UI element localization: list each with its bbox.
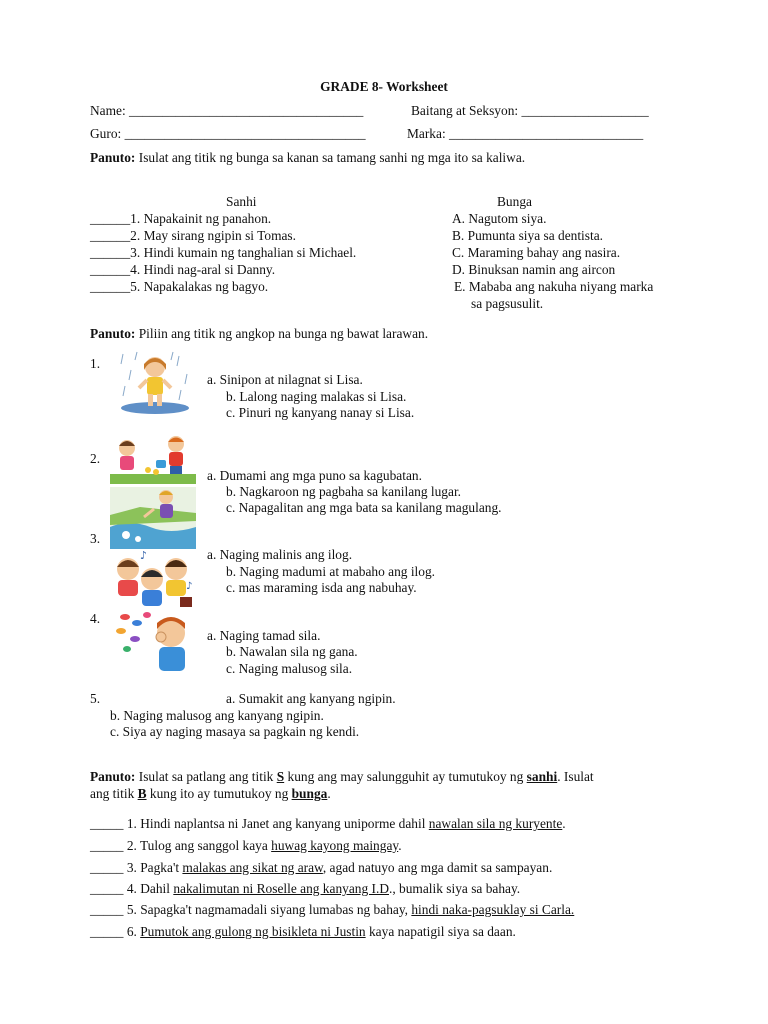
svg-text:♪: ♪ <box>186 581 193 592</box>
worksheet-title: GRADE 8- Worksheet <box>320 79 448 94</box>
instruction-text: Isulat ang titik ng bunga sa kanan sa tamang sanhi ng mga ito sa kaliwa. <box>135 150 526 165</box>
underlined-phrase: huwag kayong maingay <box>271 838 399 853</box>
score-field[interactable]: Marka: _____________________________ <box>407 126 644 141</box>
sentence-item <box>90 838 402 854</box>
part3-instruction-line2 <box>90 786 331 802</box>
sentence-item <box>90 924 516 940</box>
instruction-text: . Isulat <box>557 769 594 784</box>
cause-item: ______2. May sirang ngipin si Tomas. <box>90 228 296 243</box>
name-field[interactable]: Name: ___________________________________ <box>90 103 364 118</box>
effect-item: E. Mababa ang nakuha niyang marka <box>454 279 654 294</box>
instruction-text: kung ang may salungguhit ay tumutukoy ng <box>284 769 527 784</box>
instruction-label: Panuto: <box>90 150 136 165</box>
choice-a: a. Naging malinis ang ilog. <box>207 547 353 562</box>
item-number: 5. <box>90 691 101 706</box>
letter-s: S <box>276 769 285 784</box>
cause-item: ______4. Hindi nag-aral si Danny. <box>90 262 276 277</box>
choice-c: c. Pinuri ng kanyang nanay si Lisa. <box>226 405 415 420</box>
choice-a: a. Naging tamad sila. <box>207 628 321 643</box>
children-planting-picture <box>110 434 196 484</box>
underlined-phrase: Pumutok ang gulong ng bisikleta ni Justin <box>140 924 366 939</box>
choice-c: c. mas maraming isda ang nabuhay. <box>226 580 417 595</box>
choice-c: c. Siya ay naging masaya sa pagkain ng kendi. <box>110 724 360 739</box>
children-music-picture <box>110 549 196 609</box>
item-number: 3. <box>90 531 101 546</box>
underlined-phrase: malakas ang sikat ng araw <box>182 860 323 875</box>
choice-b: b. Nawalan sila ng gana. <box>226 644 358 659</box>
girl-in-rain-picture <box>117 350 193 416</box>
sentence-item <box>90 860 552 876</box>
underlined-phrase: nawalan sila ng kuryente <box>428 816 563 831</box>
sentence-item <box>90 816 566 832</box>
sentence-item <box>90 902 574 918</box>
instruction-text: Isulat sa patlang ang titik <box>135 769 277 784</box>
item-number: 4. <box>90 611 101 626</box>
instruction-text: . <box>327 786 331 801</box>
sentence-text: , agad natuyo ang mga damit sa sampayan. <box>322 860 553 875</box>
choice-a: a. Sumakit ang kanyang ngipin. <box>226 691 396 706</box>
choice-a: a. Dumami ang mga puno sa kagubatan. <box>207 468 422 483</box>
part3-instruction-line1 <box>90 769 594 785</box>
sentence-text: _____ 5. Sapagka't nagmamadali siyang lumabas ng bahay, <box>90 902 412 917</box>
choice-a: a. Sinipon at nilagnat si Lisa. <box>207 372 363 387</box>
choice-c: c. Naging malusog sila. <box>226 661 353 676</box>
effect-item: A. Nagutom siya. <box>452 211 547 226</box>
candy-toothache-picture <box>113 609 195 671</box>
choice-b: b. Nagkaroon ng pagbaha sa kanilang lugar. <box>226 484 462 499</box>
letter-b: B <box>137 786 147 801</box>
part1-instruction <box>90 150 525 166</box>
part2-instruction <box>90 326 428 342</box>
instruction-text: Piliin ang titik ng angkop na bunga ng bawat larawan. <box>135 326 429 341</box>
instruction-label: Panuto: <box>90 326 136 341</box>
effect-item: D. Binuksan namin ang aircon <box>452 262 616 277</box>
sentence-text: _____ 1. Hindi naplantsa ni Janet ang kanyang uniporme dahil <box>90 816 429 831</box>
effect-item: C. Maraming bahay ang nasira. <box>452 245 621 260</box>
cause-item: ______5. Napakalakas ng bagyo. <box>90 279 269 294</box>
item-number: 1. <box>90 356 101 371</box>
sentence-text: . <box>398 838 402 853</box>
choice-c: c. Napagalitan ang mga bata sa kanilang magulang. <box>226 500 502 515</box>
choice-b: b. Naging malusog ang kanyang ngipin. <box>110 708 324 723</box>
section-field[interactable]: Baitang at Seksyon: ___________________ <box>411 103 649 118</box>
sentence-text: _____ 3. Pagka't <box>90 860 183 875</box>
word-sanhi: sanhi <box>526 769 558 784</box>
sentence-text: ., bumalik siya sa bahay. <box>389 881 521 896</box>
svg-text:♪: ♪ <box>140 549 148 562</box>
underlined-phrase: hindi naka-pagsuklay si Carla. <box>411 902 575 917</box>
cause-item: ______3. Hindi kumain ng tanghalian si Michael. <box>90 245 357 260</box>
sentence-text: kaya napatigil siya sa daan. <box>365 924 516 939</box>
sentence-text: _____ 4. Dahil <box>90 881 174 896</box>
sentence-text: _____ 2. Tulog ang sanggol kaya <box>90 838 272 853</box>
cause-header: Sanhi <box>226 194 257 209</box>
instruction-text: kung ito ay tumutukoy ng <box>146 786 292 801</box>
cause-item: ______1. Napakainit ng panahon. <box>90 211 272 226</box>
effect-item: B. Pumunta siya sa dentista. <box>452 228 604 243</box>
sentence-text: . <box>562 816 566 831</box>
instruction-text: ang titik <box>90 786 138 801</box>
effect-header: Bunga <box>497 194 532 209</box>
item-number: 2. <box>90 451 101 466</box>
choice-b: b. Naging madumi at mabaho ang ilog. <box>226 564 435 579</box>
word-bunga: bunga <box>291 786 328 801</box>
effect-item-continued: sa pagsusulit. <box>471 296 544 311</box>
instruction-label: Panuto: <box>90 769 136 784</box>
sentence-text: _____ 6. <box>90 924 141 939</box>
teacher-field[interactable]: Guro: ____________________________________ <box>90 126 366 141</box>
choice-b: b. Lalong naging malakas si Lisa. <box>226 389 407 404</box>
children-flood-picture <box>110 487 196 549</box>
underlined-phrase: nakalimutan ni Roselle ang kanyang I.D <box>173 881 389 896</box>
sentence-item <box>90 881 520 897</box>
